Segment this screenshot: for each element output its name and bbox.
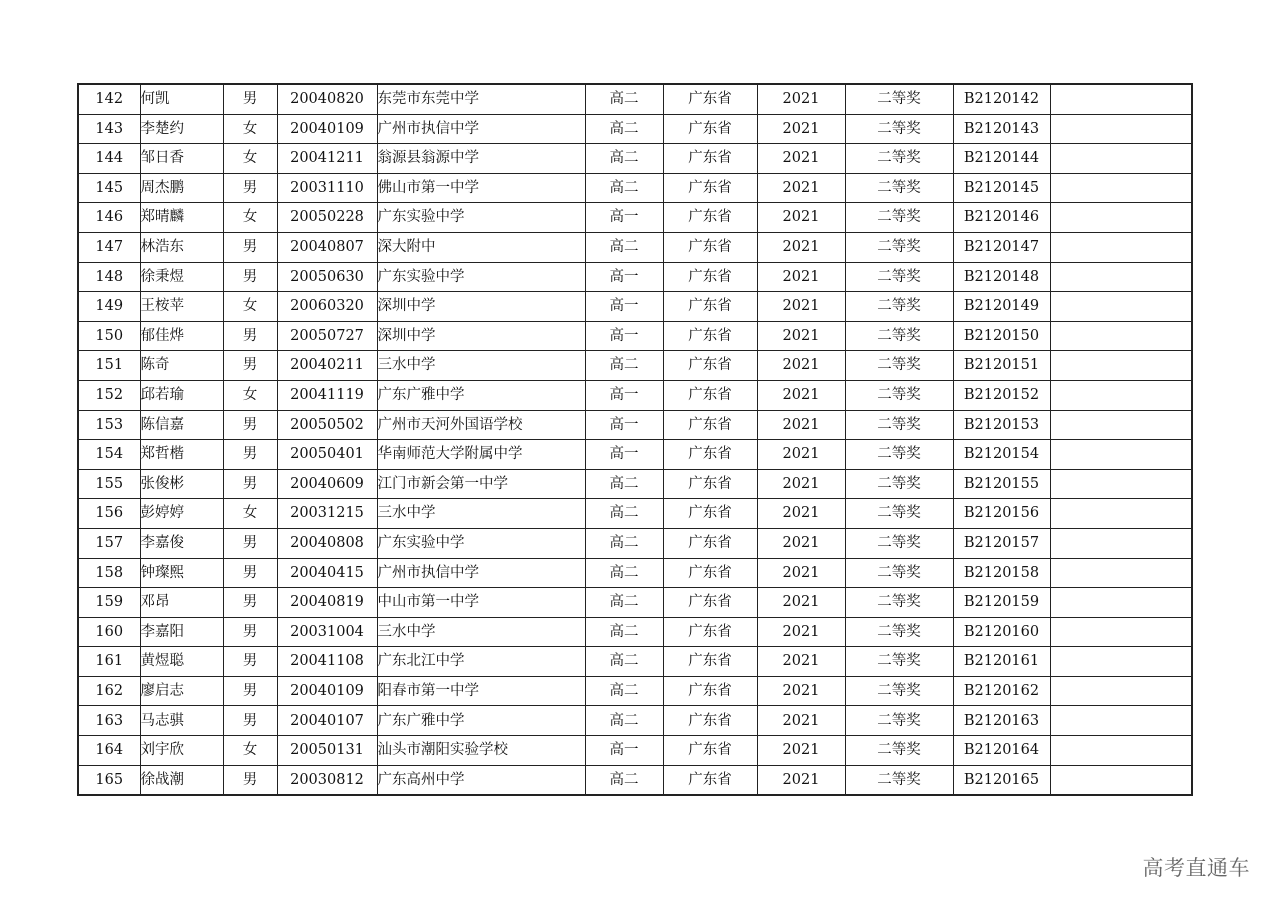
cell-award: 二等奖 bbox=[845, 676, 953, 706]
cell-index: 152 bbox=[78, 380, 140, 410]
cell-grade: 高二 bbox=[585, 617, 663, 647]
cell-year: 2021 bbox=[757, 528, 845, 558]
cell-index: 155 bbox=[78, 469, 140, 499]
cell-gender: 男 bbox=[223, 676, 277, 706]
cell-index: 149 bbox=[78, 292, 140, 322]
cell-birthdate: 20060320 bbox=[277, 292, 377, 322]
cell-gender: 男 bbox=[223, 321, 277, 351]
cell-certificate: B2120157 bbox=[953, 528, 1050, 558]
cell-gender: 男 bbox=[223, 410, 277, 440]
table-row bbox=[78, 765, 1192, 795]
cell-remark bbox=[1050, 84, 1192, 114]
cell-province: 广东省 bbox=[663, 351, 757, 381]
cell-grade: 高二 bbox=[585, 173, 663, 203]
cell-birthdate: 20040819 bbox=[277, 588, 377, 618]
cell-remark bbox=[1050, 114, 1192, 144]
cell-index: 159 bbox=[78, 588, 140, 618]
cell-gender: 男 bbox=[223, 706, 277, 736]
cell-birthdate: 20040415 bbox=[277, 558, 377, 588]
cell-index: 156 bbox=[78, 499, 140, 529]
cell-year: 2021 bbox=[757, 440, 845, 470]
cell-remark bbox=[1050, 144, 1192, 174]
cell-province: 广东省 bbox=[663, 765, 757, 795]
cell-birthdate: 20050228 bbox=[277, 203, 377, 233]
cell-index: 165 bbox=[78, 765, 140, 795]
cell-province: 广东省 bbox=[663, 706, 757, 736]
cell-certificate: B2120161 bbox=[953, 647, 1050, 677]
cell-certificate: B2120146 bbox=[953, 203, 1050, 233]
cell-year: 2021 bbox=[757, 469, 845, 499]
cell-name: 王桉苹 bbox=[140, 292, 223, 322]
watermark-text: 高考直通车 bbox=[1142, 856, 1250, 880]
cell-remark bbox=[1050, 173, 1192, 203]
cell-birthdate: 20041211 bbox=[277, 144, 377, 174]
cell-province: 广东省 bbox=[663, 676, 757, 706]
cell-award: 二等奖 bbox=[845, 440, 953, 470]
cell-remark bbox=[1050, 232, 1192, 262]
cell-certificate: B2120154 bbox=[953, 440, 1050, 470]
cell-name: 邱若瑜 bbox=[140, 380, 223, 410]
cell-grade: 高一 bbox=[585, 292, 663, 322]
cell-grade: 高二 bbox=[585, 676, 663, 706]
cell-grade: 高二 bbox=[585, 469, 663, 499]
cell-name: 李嘉俊 bbox=[140, 528, 223, 558]
cell-certificate: B2120142 bbox=[953, 84, 1050, 114]
cell-index: 146 bbox=[78, 203, 140, 233]
cell-school: 深大附中 bbox=[377, 232, 585, 262]
cell-year: 2021 bbox=[757, 144, 845, 174]
cell-gender: 女 bbox=[223, 499, 277, 529]
cell-award: 二等奖 bbox=[845, 558, 953, 588]
cell-certificate: B2120143 bbox=[953, 114, 1050, 144]
cell-certificate: B2120160 bbox=[953, 617, 1050, 647]
cell-certificate: B2120147 bbox=[953, 232, 1050, 262]
table-body bbox=[78, 84, 1192, 795]
cell-birthdate: 20040107 bbox=[277, 706, 377, 736]
table-row bbox=[78, 351, 1192, 381]
table-row bbox=[78, 321, 1192, 351]
cell-remark bbox=[1050, 736, 1192, 766]
cell-remark bbox=[1050, 558, 1192, 588]
cell-birthdate: 20040609 bbox=[277, 469, 377, 499]
cell-birthdate: 20040807 bbox=[277, 232, 377, 262]
cell-province: 广东省 bbox=[663, 114, 757, 144]
cell-province: 广东省 bbox=[663, 173, 757, 203]
cell-remark bbox=[1050, 676, 1192, 706]
cell-gender: 男 bbox=[223, 588, 277, 618]
cell-year: 2021 bbox=[757, 676, 845, 706]
cell-award: 二等奖 bbox=[845, 351, 953, 381]
cell-province: 广东省 bbox=[663, 617, 757, 647]
cell-province: 广东省 bbox=[663, 736, 757, 766]
cell-award: 二等奖 bbox=[845, 499, 953, 529]
cell-school: 汕头市潮阳实验学校 bbox=[377, 736, 585, 766]
cell-province: 广东省 bbox=[663, 440, 757, 470]
cell-year: 2021 bbox=[757, 647, 845, 677]
cell-grade: 高二 bbox=[585, 765, 663, 795]
cell-school: 江门市新会第一中学 bbox=[377, 469, 585, 499]
cell-remark bbox=[1050, 440, 1192, 470]
cell-grade: 高一 bbox=[585, 380, 663, 410]
cell-certificate: B2120148 bbox=[953, 262, 1050, 292]
cell-certificate: B2120153 bbox=[953, 410, 1050, 440]
cell-name: 周杰鹏 bbox=[140, 173, 223, 203]
cell-index: 143 bbox=[78, 114, 140, 144]
cell-year: 2021 bbox=[757, 499, 845, 529]
cell-year: 2021 bbox=[757, 173, 845, 203]
cell-gender: 女 bbox=[223, 380, 277, 410]
cell-school: 东莞市东莞中学 bbox=[377, 84, 585, 114]
cell-name: 李嘉阳 bbox=[140, 617, 223, 647]
table-row bbox=[78, 292, 1192, 322]
cell-birthdate: 20040211 bbox=[277, 351, 377, 381]
cell-year: 2021 bbox=[757, 380, 845, 410]
cell-birthdate: 20050401 bbox=[277, 440, 377, 470]
table-row bbox=[78, 114, 1192, 144]
cell-name: 刘宇欣 bbox=[140, 736, 223, 766]
cell-year: 2021 bbox=[757, 114, 845, 144]
table-row bbox=[78, 676, 1192, 706]
cell-award: 二等奖 bbox=[845, 706, 953, 736]
cell-school: 三水中学 bbox=[377, 499, 585, 529]
cell-birthdate: 20050502 bbox=[277, 410, 377, 440]
cell-certificate: B2120149 bbox=[953, 292, 1050, 322]
cell-award: 二等奖 bbox=[845, 84, 953, 114]
cell-name: 马志骐 bbox=[140, 706, 223, 736]
cell-year: 2021 bbox=[757, 410, 845, 440]
cell-index: 145 bbox=[78, 173, 140, 203]
cell-name: 徐秉煜 bbox=[140, 262, 223, 292]
cell-name: 邹日香 bbox=[140, 144, 223, 174]
cell-birthdate: 20040820 bbox=[277, 84, 377, 114]
cell-grade: 高二 bbox=[585, 706, 663, 736]
cell-name: 陈信嘉 bbox=[140, 410, 223, 440]
cell-award: 二等奖 bbox=[845, 173, 953, 203]
cell-school: 中山市第一中学 bbox=[377, 588, 585, 618]
cell-gender: 男 bbox=[223, 765, 277, 795]
cell-certificate: B2120156 bbox=[953, 499, 1050, 529]
cell-award: 二等奖 bbox=[845, 588, 953, 618]
cell-remark bbox=[1050, 203, 1192, 233]
cell-index: 147 bbox=[78, 232, 140, 262]
cell-name: 黄煜聪 bbox=[140, 647, 223, 677]
cell-index: 161 bbox=[78, 647, 140, 677]
cell-grade: 高二 bbox=[585, 558, 663, 588]
cell-grade: 高一 bbox=[585, 203, 663, 233]
cell-certificate: B2120155 bbox=[953, 469, 1050, 499]
cell-award: 二等奖 bbox=[845, 144, 953, 174]
cell-gender: 女 bbox=[223, 203, 277, 233]
cell-index: 153 bbox=[78, 410, 140, 440]
cell-year: 2021 bbox=[757, 262, 845, 292]
cell-birthdate: 20031110 bbox=[277, 173, 377, 203]
cell-grade: 高二 bbox=[585, 351, 663, 381]
cell-province: 广东省 bbox=[663, 84, 757, 114]
cell-certificate: B2120159 bbox=[953, 588, 1050, 618]
cell-remark bbox=[1050, 262, 1192, 292]
cell-index: 144 bbox=[78, 144, 140, 174]
cell-name: 郑晴麟 bbox=[140, 203, 223, 233]
cell-school: 广东高州中学 bbox=[377, 765, 585, 795]
cell-remark bbox=[1050, 765, 1192, 795]
cell-birthdate: 20050131 bbox=[277, 736, 377, 766]
cell-school: 三水中学 bbox=[377, 617, 585, 647]
cell-name: 邓昂 bbox=[140, 588, 223, 618]
cell-name: 何凯 bbox=[140, 84, 223, 114]
cell-name: 廖启志 bbox=[140, 676, 223, 706]
cell-province: 广东省 bbox=[663, 232, 757, 262]
cell-school: 华南师范大学附属中学 bbox=[377, 440, 585, 470]
cell-remark bbox=[1050, 292, 1192, 322]
cell-year: 2021 bbox=[757, 203, 845, 233]
cell-certificate: B2120162 bbox=[953, 676, 1050, 706]
cell-birthdate: 20040109 bbox=[277, 676, 377, 706]
cell-grade: 高一 bbox=[585, 736, 663, 766]
award-list-table bbox=[77, 83, 1193, 796]
table-row bbox=[78, 558, 1192, 588]
table-row bbox=[78, 469, 1192, 499]
table-row bbox=[78, 144, 1192, 174]
cell-certificate: B2120150 bbox=[953, 321, 1050, 351]
cell-year: 2021 bbox=[757, 706, 845, 736]
cell-gender: 男 bbox=[223, 173, 277, 203]
cell-province: 广东省 bbox=[663, 528, 757, 558]
cell-remark bbox=[1050, 528, 1192, 558]
cell-name: 李楚约 bbox=[140, 114, 223, 144]
cell-school: 广州市执信中学 bbox=[377, 114, 585, 144]
cell-province: 广东省 bbox=[663, 558, 757, 588]
cell-year: 2021 bbox=[757, 232, 845, 262]
table-row bbox=[78, 528, 1192, 558]
table-row bbox=[78, 647, 1192, 677]
cell-grade: 高二 bbox=[585, 232, 663, 262]
cell-birthdate: 20041108 bbox=[277, 647, 377, 677]
cell-school: 广东北江中学 bbox=[377, 647, 585, 677]
cell-birthdate: 20041119 bbox=[277, 380, 377, 410]
cell-remark bbox=[1050, 380, 1192, 410]
cell-remark bbox=[1050, 469, 1192, 499]
table-row bbox=[78, 84, 1192, 114]
cell-birthdate: 20040109 bbox=[277, 114, 377, 144]
cell-gender: 女 bbox=[223, 114, 277, 144]
cell-gender: 男 bbox=[223, 469, 277, 499]
cell-province: 广东省 bbox=[663, 321, 757, 351]
table-row bbox=[78, 588, 1192, 618]
cell-province: 广东省 bbox=[663, 262, 757, 292]
cell-school: 广东实验中学 bbox=[377, 528, 585, 558]
cell-year: 2021 bbox=[757, 736, 845, 766]
cell-certificate: B2120152 bbox=[953, 380, 1050, 410]
cell-index: 162 bbox=[78, 676, 140, 706]
cell-index: 148 bbox=[78, 262, 140, 292]
cell-grade: 高二 bbox=[585, 114, 663, 144]
cell-year: 2021 bbox=[757, 351, 845, 381]
cell-school: 广州市执信中学 bbox=[377, 558, 585, 588]
cell-school: 广东广雅中学 bbox=[377, 380, 585, 410]
cell-award: 二等奖 bbox=[845, 765, 953, 795]
cell-year: 2021 bbox=[757, 84, 845, 114]
cell-grade: 高二 bbox=[585, 84, 663, 114]
cell-year: 2021 bbox=[757, 588, 845, 618]
cell-award: 二等奖 bbox=[845, 380, 953, 410]
cell-index: 157 bbox=[78, 528, 140, 558]
cell-award: 二等奖 bbox=[845, 410, 953, 440]
cell-gender: 男 bbox=[223, 351, 277, 381]
table-row bbox=[78, 173, 1192, 203]
cell-gender: 男 bbox=[223, 232, 277, 262]
cell-remark bbox=[1050, 588, 1192, 618]
cell-award: 二等奖 bbox=[845, 736, 953, 766]
cell-award: 二等奖 bbox=[845, 232, 953, 262]
table-row bbox=[78, 262, 1192, 292]
cell-grade: 高一 bbox=[585, 321, 663, 351]
cell-award: 二等奖 bbox=[845, 617, 953, 647]
cell-certificate: B2120164 bbox=[953, 736, 1050, 766]
cell-certificate: B2120165 bbox=[953, 765, 1050, 795]
cell-certificate: B2120144 bbox=[953, 144, 1050, 174]
cell-remark bbox=[1050, 321, 1192, 351]
cell-birthdate: 20031215 bbox=[277, 499, 377, 529]
cell-province: 广东省 bbox=[663, 647, 757, 677]
cell-certificate: B2120158 bbox=[953, 558, 1050, 588]
cell-gender: 男 bbox=[223, 617, 277, 647]
cell-gender: 男 bbox=[223, 84, 277, 114]
table-row bbox=[78, 440, 1192, 470]
cell-grade: 高一 bbox=[585, 410, 663, 440]
table-row bbox=[78, 617, 1192, 647]
cell-school: 深圳中学 bbox=[377, 321, 585, 351]
cell-name: 张俊彬 bbox=[140, 469, 223, 499]
cell-index: 164 bbox=[78, 736, 140, 766]
cell-award: 二等奖 bbox=[845, 528, 953, 558]
cell-index: 150 bbox=[78, 321, 140, 351]
cell-name: 郁佳烨 bbox=[140, 321, 223, 351]
cell-school: 广州市天河外国语学校 bbox=[377, 410, 585, 440]
cell-grade: 高一 bbox=[585, 440, 663, 470]
cell-school: 深圳中学 bbox=[377, 292, 585, 322]
cell-birthdate: 20050727 bbox=[277, 321, 377, 351]
cell-name: 彭婷婷 bbox=[140, 499, 223, 529]
cell-school: 佛山市第一中学 bbox=[377, 173, 585, 203]
cell-school: 广东实验中学 bbox=[377, 203, 585, 233]
cell-award: 二等奖 bbox=[845, 469, 953, 499]
table-row bbox=[78, 499, 1192, 529]
cell-award: 二等奖 bbox=[845, 203, 953, 233]
cell-gender: 男 bbox=[223, 440, 277, 470]
cell-remark bbox=[1050, 647, 1192, 677]
cell-grade: 高一 bbox=[585, 262, 663, 292]
cell-gender: 男 bbox=[223, 647, 277, 677]
cell-gender: 女 bbox=[223, 292, 277, 322]
cell-award: 二等奖 bbox=[845, 647, 953, 677]
cell-year: 2021 bbox=[757, 617, 845, 647]
cell-gender: 男 bbox=[223, 262, 277, 292]
cell-gender: 女 bbox=[223, 736, 277, 766]
cell-certificate: B2120163 bbox=[953, 706, 1050, 736]
cell-index: 154 bbox=[78, 440, 140, 470]
cell-index: 151 bbox=[78, 351, 140, 381]
cell-grade: 高二 bbox=[585, 144, 663, 174]
table-row bbox=[78, 410, 1192, 440]
cell-remark bbox=[1050, 499, 1192, 529]
cell-name: 徐战潮 bbox=[140, 765, 223, 795]
cell-year: 2021 bbox=[757, 765, 845, 795]
cell-remark bbox=[1050, 706, 1192, 736]
cell-province: 广东省 bbox=[663, 380, 757, 410]
cell-index: 142 bbox=[78, 84, 140, 114]
cell-index: 163 bbox=[78, 706, 140, 736]
cell-year: 2021 bbox=[757, 558, 845, 588]
cell-award: 二等奖 bbox=[845, 292, 953, 322]
cell-index: 158 bbox=[78, 558, 140, 588]
cell-year: 2021 bbox=[757, 292, 845, 322]
cell-province: 广东省 bbox=[663, 292, 757, 322]
cell-name: 林浩东 bbox=[140, 232, 223, 262]
cell-name: 郑哲楷 bbox=[140, 440, 223, 470]
table-row bbox=[78, 706, 1192, 736]
cell-birthdate: 20031004 bbox=[277, 617, 377, 647]
cell-grade: 高二 bbox=[585, 588, 663, 618]
cell-birthdate: 20040808 bbox=[277, 528, 377, 558]
cell-school: 广东广雅中学 bbox=[377, 706, 585, 736]
cell-province: 广东省 bbox=[663, 410, 757, 440]
cell-grade: 高二 bbox=[585, 647, 663, 677]
table-row bbox=[78, 380, 1192, 410]
cell-gender: 男 bbox=[223, 528, 277, 558]
cell-certificate: B2120151 bbox=[953, 351, 1050, 381]
cell-award: 二等奖 bbox=[845, 114, 953, 144]
cell-gender: 男 bbox=[223, 558, 277, 588]
cell-award: 二等奖 bbox=[845, 262, 953, 292]
cell-school: 三水中学 bbox=[377, 351, 585, 381]
cell-grade: 高二 bbox=[585, 499, 663, 529]
cell-remark bbox=[1050, 351, 1192, 381]
cell-province: 广东省 bbox=[663, 588, 757, 618]
cell-school: 阳春市第一中学 bbox=[377, 676, 585, 706]
cell-name: 陈奇 bbox=[140, 351, 223, 381]
table-row bbox=[78, 203, 1192, 233]
cell-remark bbox=[1050, 410, 1192, 440]
cell-index: 160 bbox=[78, 617, 140, 647]
cell-province: 广东省 bbox=[663, 203, 757, 233]
cell-grade: 高二 bbox=[585, 528, 663, 558]
cell-birthdate: 20050630 bbox=[277, 262, 377, 292]
cell-certificate: B2120145 bbox=[953, 173, 1050, 203]
table-row bbox=[78, 232, 1192, 262]
cell-province: 广东省 bbox=[663, 469, 757, 499]
table-row bbox=[78, 736, 1192, 766]
cell-province: 广东省 bbox=[663, 144, 757, 174]
cell-gender: 女 bbox=[223, 144, 277, 174]
cell-award: 二等奖 bbox=[845, 321, 953, 351]
cell-year: 2021 bbox=[757, 321, 845, 351]
cell-province: 广东省 bbox=[663, 499, 757, 529]
cell-name: 钟璨熙 bbox=[140, 558, 223, 588]
cell-remark bbox=[1050, 617, 1192, 647]
cell-school: 广东实验中学 bbox=[377, 262, 585, 292]
cell-school: 翁源县翁源中学 bbox=[377, 144, 585, 174]
cell-birthdate: 20030812 bbox=[277, 765, 377, 795]
